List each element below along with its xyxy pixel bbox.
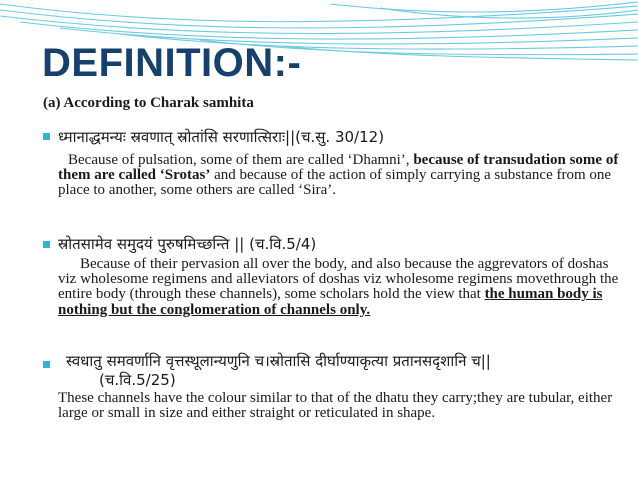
subtitle: (a) According to Charak samhita xyxy=(43,95,254,111)
bullet-icon xyxy=(43,241,50,248)
page-title: DEFINITION:- xyxy=(42,41,302,85)
verse-1-bold: because of transudation some of them are called ‘Srotas’ xyxy=(58,152,619,184)
bullet-icon xyxy=(43,361,50,368)
sanskrit-verse-3-line-1: स्वधातु समवर्णानि वृत्तस्थूलान्यणुनि च।स्रोतासि दीर्घाण्याकृत्या प्रतानसदृशानि च|| xyxy=(66,352,491,370)
verse-1-text-b: and because of the action of simply carrying a substance from one place to another, some others are called ‘Sira’. xyxy=(58,167,612,199)
verse-2-bold: the human body is nothing but the conglomeration of channels only. xyxy=(58,286,603,318)
verse-1-text-a: Because of pulsation, some of them are called ‘Dhamni’, xyxy=(68,152,414,168)
sanskrit-verse-1: ध्मानाद्धमन्यः स्रवणात् स्रोतांसि सरणात्सिराः||(च.सु. 30/12) xyxy=(58,128,385,146)
verse-3-text: These channels have the colour similar to that of the dhatu they carry;they are tubular, either large or small in size and either straight or reticulated in shape. xyxy=(58,390,613,422)
verse-2-explanation xyxy=(58,257,628,318)
sanskrit-verse-3-line-2: (च.वि.5/25) xyxy=(99,371,176,389)
sanskrit-verse-2: स्रोतसामेव समुदयं पुरुषमिच्छन्ति || (च.वि.5/4) xyxy=(58,235,317,253)
verse-2-text-a: Because of their pervasion all over the body, and also because the aggrevators of doshas viz wholesome regimens and alleviators of doshas viz wholesome regimens movethrough the entire body (through these channels), some scholars hold the view that xyxy=(58,256,619,303)
bullet-icon xyxy=(43,133,50,140)
verse-1-explanation xyxy=(58,153,628,199)
verse-3-explanation xyxy=(58,391,628,421)
